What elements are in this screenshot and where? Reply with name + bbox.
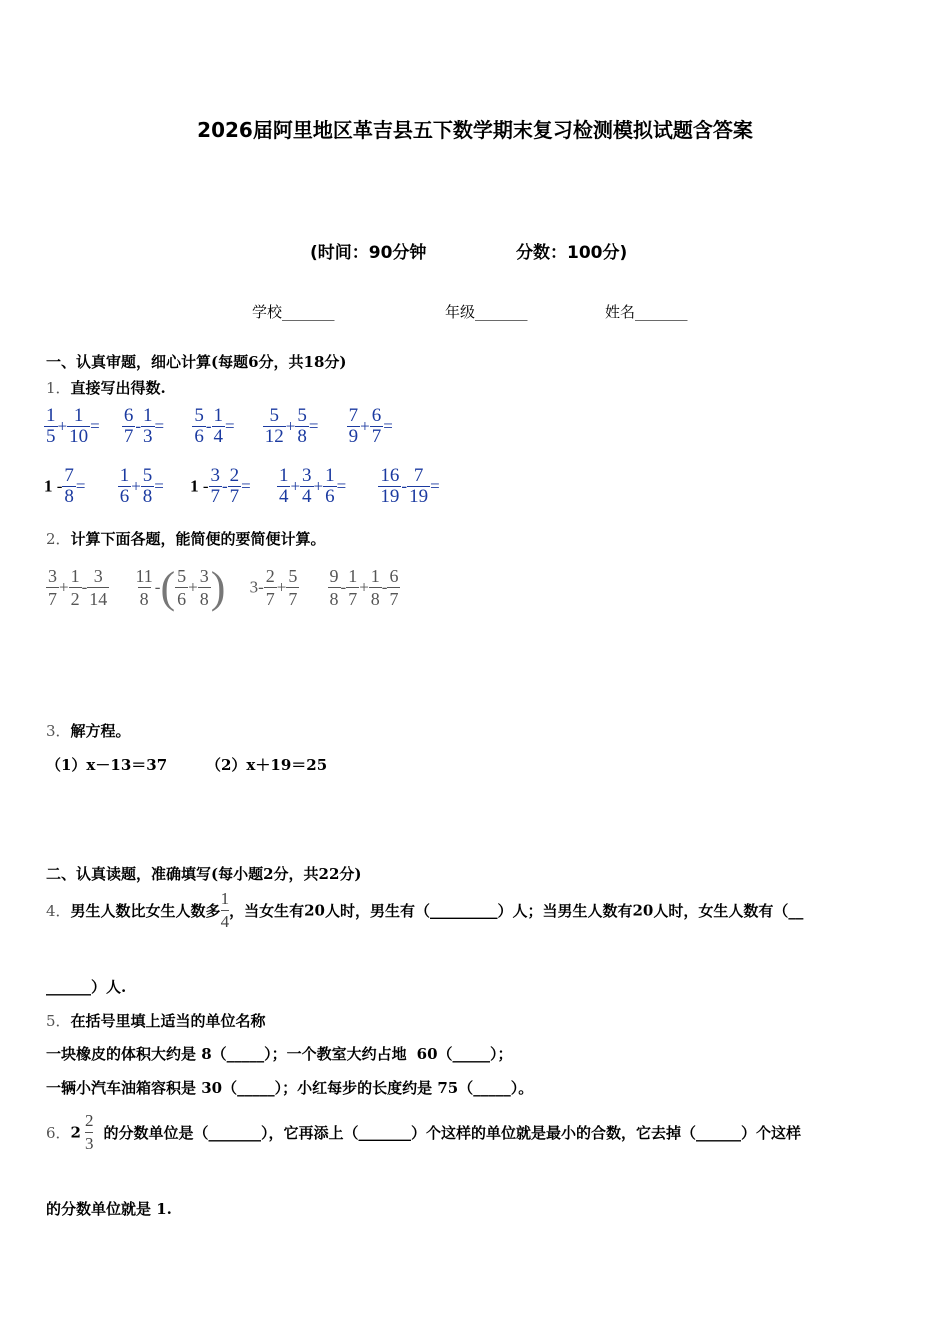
q1-expr-7: $\frac{1}{6}$ + $\frac{5}{8}$ =	[119, 465, 164, 507]
section2-heading: 二、认真读题，准确填写(每小题2分，共22分)	[46, 865, 362, 883]
fraction: $\frac{1}{3}$	[143, 405, 153, 447]
q4-number: 4．	[46, 902, 71, 920]
fraction: $\frac{1}{6}$	[119, 465, 130, 507]
school-field[interactable]	[252, 301, 335, 322]
q2-number: 2．	[46, 530, 71, 548]
fraction: $\frac{6}{7}$	[123, 405, 134, 447]
section1-heading: 一、认真审题，细心计算(每题6分，共18分)	[46, 353, 347, 371]
q6-number: 6．	[46, 1124, 71, 1142]
q1-text: 直接写出得数.	[70, 379, 166, 397]
fraction: $\frac{3}{14}$	[89, 566, 108, 609]
q4-line1: 4．男生人数比女生人数多 $\frac{1}{4}$ ，当女生有20人时，男生有（_________）人；当男生人数有20人时，女生人数有（__	[46, 889, 804, 931]
q2-text: 计算下面各题，能简便的要简便计算。	[70, 530, 326, 548]
fraction: $\frac{5}{8}$	[142, 465, 153, 507]
fraction: $\frac{1}{2}$	[70, 566, 80, 609]
fraction: $\frac{2}{7}$	[229, 465, 240, 507]
q3-equation-2: （2）x＋19＝25	[206, 756, 328, 774]
fraction: $\frac{2}{3}$	[84, 1111, 94, 1153]
school-label: 学校	[252, 303, 283, 321]
school-blank: _______	[282, 303, 335, 321]
q1-number: 1．	[46, 379, 71, 397]
q6-line1: 6．2 $\frac{2}{3}$ 的分数单位是（_______），它再添上（_______）个这样的单位就是最小的合数，它去掉（______）个这样	[46, 1111, 802, 1153]
q5-text: 在括号里填上适当的单位名称	[70, 1012, 266, 1030]
fraction: $\frac{7}{9}$	[348, 405, 359, 447]
fraction: $\frac{3}{4}$	[302, 465, 312, 507]
fraction: $\frac{5}{6}$	[177, 566, 187, 609]
q5-prompt	[46, 1010, 266, 1031]
q1-expr-6: 1 - $\frac{7}{8}$ =	[44, 465, 86, 507]
fraction: $\frac{5}{6}$	[194, 405, 204, 447]
q5-line1[interactable]: 一块橡皮的体积大约是 8（_____）；一个教室大约占地 60（_____）；	[46, 1045, 513, 1063]
fraction: $\frac{6}{7}$	[371, 405, 382, 447]
fraction: $\frac{1}{4}$	[220, 889, 230, 931]
fraction: $\frac{2}{7}$	[265, 566, 275, 609]
fraction: $\frac{6}{7}$	[389, 566, 399, 609]
page-title: 2026届阿里地区革吉县五下数学期末复习检测模拟试题含答案	[197, 118, 753, 142]
q2-expr-1: $\frac{3}{7}$ + $\frac{1}{2}$ - $\frac{3}{14}$	[48, 566, 108, 609]
fraction: $\frac{11}{8}$	[135, 566, 153, 609]
q2-expr-4: $\frac{9}{8}$ - $\frac{1}{7}$ + $\frac{1}{8}$ - $\frac{6}{7}$	[329, 566, 399, 609]
fraction: $\frac{1}{4}$	[278, 465, 289, 507]
fraction: $\frac{1}{5}$	[46, 405, 56, 447]
fraction: $\frac{1}{10}$	[69, 405, 89, 447]
q4-line2[interactable]: ______）人.	[46, 978, 127, 996]
q6-blank-2[interactable]: _______	[358, 1123, 411, 1142]
fraction: $\frac{3}{7}$	[48, 566, 57, 609]
fraction: $\frac{5}{8}$	[297, 405, 307, 447]
fraction: $\frac{1}{7}$	[348, 566, 358, 609]
name-label: 姓名	[605, 303, 636, 321]
q1-row1	[44, 406, 393, 447]
q1-expr-2: $\frac{6}{7}$ - $\frac{1}{3}$ =	[123, 405, 165, 447]
q2-row	[46, 562, 400, 613]
q5-line2[interactable]: 一辆小汽车油箱容积是 30（_____）；小红每步的长度约是 75（_____）。	[46, 1079, 534, 1097]
q1-expr-10: $\frac{16}{19}$ - $\frac{7}{19}$ =	[380, 465, 440, 507]
fraction: $\frac{1}{4}$	[213, 405, 223, 447]
q1-expr-8: 1 - $\frac{3}{7}$ - $\frac{2}{7}$ =	[190, 465, 251, 507]
fraction: $\frac{1}{6}$	[325, 465, 335, 507]
q2-expr-2: $\frac{11}{8}$ -( $\frac{5}{6}$ + $\frac{3}{8}$ )	[135, 563, 226, 612]
q3-equation-1: （1）x－13＝37	[46, 756, 168, 774]
name-field[interactable]	[605, 301, 688, 322]
q6-line2: 的分数单位就是 1.	[46, 1200, 172, 1218]
q3-number: 3．	[46, 722, 71, 740]
q3-text: 解方程。	[70, 722, 131, 740]
fraction: $\frac{5}{7}$	[288, 566, 298, 609]
fraction: $\frac{1}{8}$	[370, 566, 380, 609]
exam-score: 分数：100分)	[516, 243, 628, 263]
q1-expr-9: $\frac{1}{4}$ + $\frac{3}{4}$ + $\frac{1}{6}$ =	[278, 465, 347, 507]
q1-row2	[44, 466, 440, 507]
grade-blank: _______	[475, 303, 528, 321]
grade-field[interactable]	[445, 301, 528, 322]
grade-label: 年级	[445, 303, 476, 321]
q4-blank-1[interactable]: _________	[429, 901, 498, 920]
q2-prompt	[46, 528, 326, 549]
q3-prompt	[46, 720, 131, 741]
fraction: $\frac{16}{19}$	[380, 465, 400, 507]
fraction: $\frac{9}{8}$	[329, 566, 339, 609]
q1-expr-1: $\frac{1}{5}$ + $\frac{1}{10}$ =	[46, 405, 100, 447]
fraction: $\frac{3}{8}$	[199, 566, 209, 609]
q1-expr-3: $\frac{5}{6}$ - $\frac{1}{4}$ =	[194, 405, 235, 447]
q1-expr-4: $\frac{5}{12}$ + $\frac{5}{8}$ =	[264, 405, 319, 447]
fraction: $\frac{3}{7}$	[210, 465, 220, 507]
fraction: $\frac{5}{12}$	[264, 405, 284, 447]
q2-expr-3: 3- $\frac{2}{7}$ + $\frac{5}{7}$	[249, 566, 298, 609]
q5-number: 5．	[46, 1012, 71, 1030]
q1-expr-5: $\frac{7}{9}$ + $\frac{6}{7}$ =	[348, 405, 393, 447]
name-blank: _______	[635, 303, 688, 321]
exam-time: (时间：90分钟	[310, 243, 427, 263]
fraction: $\frac{7}{8}$	[64, 465, 74, 507]
fraction: $\frac{7}{19}$	[409, 465, 429, 507]
q1-prompt	[46, 377, 166, 398]
